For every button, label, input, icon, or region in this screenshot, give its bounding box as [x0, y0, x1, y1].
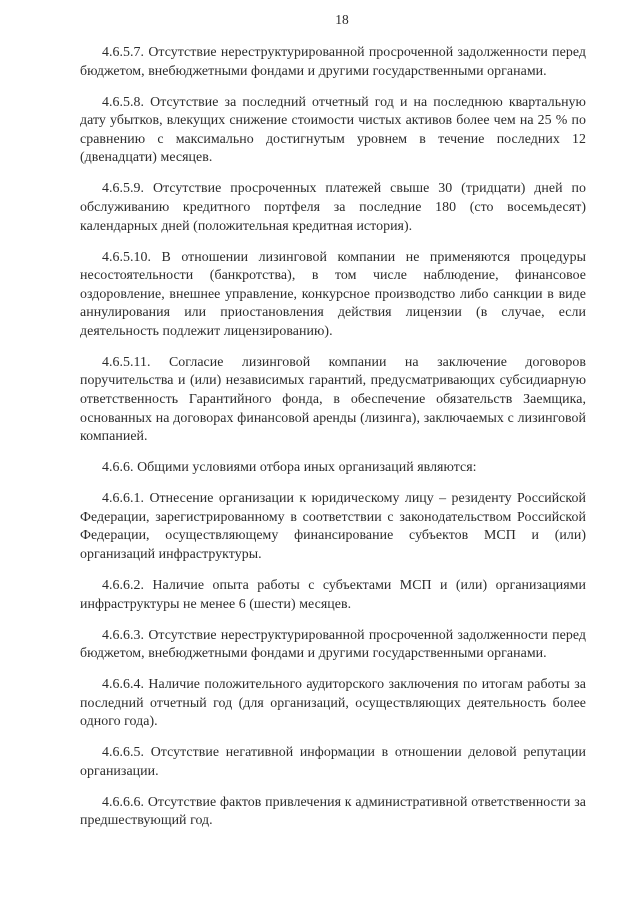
- paragraph-4-6-5-8: [80, 94, 586, 168]
- paragraph-4-6-5-10: [80, 249, 586, 342]
- paragraph-4-6-5-7: [80, 44, 586, 81]
- page-number: 18: [335, 12, 349, 27]
- paragraph-4-6-6-1: [80, 490, 586, 564]
- paragraph-text: 4.6.5.7. Отсутствие нереструктурированной просроченной задолженности перед бюджетом, внебюджетными фондами и другими государственными органами.: [80, 45, 586, 79]
- paragraph-text: 4.6.6.4. Наличие положительного аудиторского заключения по итогам работы за последний отчетный год (для организаций, осуществляющих деятельность более одного года).: [80, 677, 586, 730]
- paragraph-text: 4.6.5.9. Отсутствие просроченных платежей свыше 30 (тридцати) дней по обслуживанию кредитного портфеля за последние 180 (сто восемьдесят) календарных дней (положительная кредитная история).: [80, 181, 586, 234]
- paragraph-text: 4.6.6. Общими условиями отбора иных организаций являются:: [102, 460, 477, 476]
- paragraph-text: 4.6.6.3. Отсутствие нереструктурированной просроченной задолженности перед бюджетом, внебюджетными фондами и другими государственными органами.: [80, 627, 586, 662]
- paragraph-4-6-6-4: [80, 676, 586, 732]
- paragraph-text: 4.6.6.1. Отнесение организации к юридическому лицу – резиденту Российской Федерации, зарегистрированному в соответствии с законодательством Российской Федерации, осуществляющему финансирование субъектов МСП и (или) организаций инфраструктуры.: [80, 491, 586, 562]
- paragraph-text: 4.6.6.6. Отсутствие фактов привлечения к административной ответственности за предшествующий год.: [80, 794, 586, 829]
- paragraph-4-6-6-2: [80, 577, 586, 614]
- paragraph-4-6-5-11: [80, 354, 586, 447]
- paragraph-4-6-6-6: [80, 794, 586, 831]
- paragraph-text: 4.6.6.2. Наличие опыта работы с субъектами МСП и (или) организациями инфраструктуры не менее 6 (шести) месяцев.: [80, 577, 586, 612]
- paragraph-text: 4.6.5.11. Согласие лизинговой компании на заключение договоров поручительства и (или) независимых гарантий, предусматривающих субсидиарную ответственность Гарантийного фонда, в обеспечение обязательств Заемщика, основанных на договорах финансовой аренды (лизинга), заключаемых с лизинговой компанией.: [80, 354, 586, 445]
- paragraph-4-6-6-3: [80, 627, 586, 664]
- paragraph-4-6-6: [80, 459, 586, 478]
- paragraph-text: 4.6.5.8. Отсутствие за последний отчетный год и на последнюю квартальную дату убытков, влекущих снижение стоимости чистых активов более чем на 25 % по сравнению с максимально достигнутым уровнем в течение последних 12 (двенадцати) месяцев.: [80, 94, 586, 166]
- paragraph-text: 4.6.5.10. В отношении лизинговой компании не применяются процедуры несостоятельности (банкротства), в том числе наблюдение, финансовое оздоровление, внешнее управление, конкурсное производство либо санкции в виде аннулирования или приостановления действия лицензии (в случае, если деятельность подлежит лицензированию).: [80, 249, 586, 339]
- paragraph-4-6-6-5: [80, 744, 586, 781]
- paragraph-text: 4.6.6.5. Отсутствие негативной информации в отношении деловой репутации организации.: [80, 745, 586, 779]
- paragraph-4-6-5-9: [80, 180, 586, 236]
